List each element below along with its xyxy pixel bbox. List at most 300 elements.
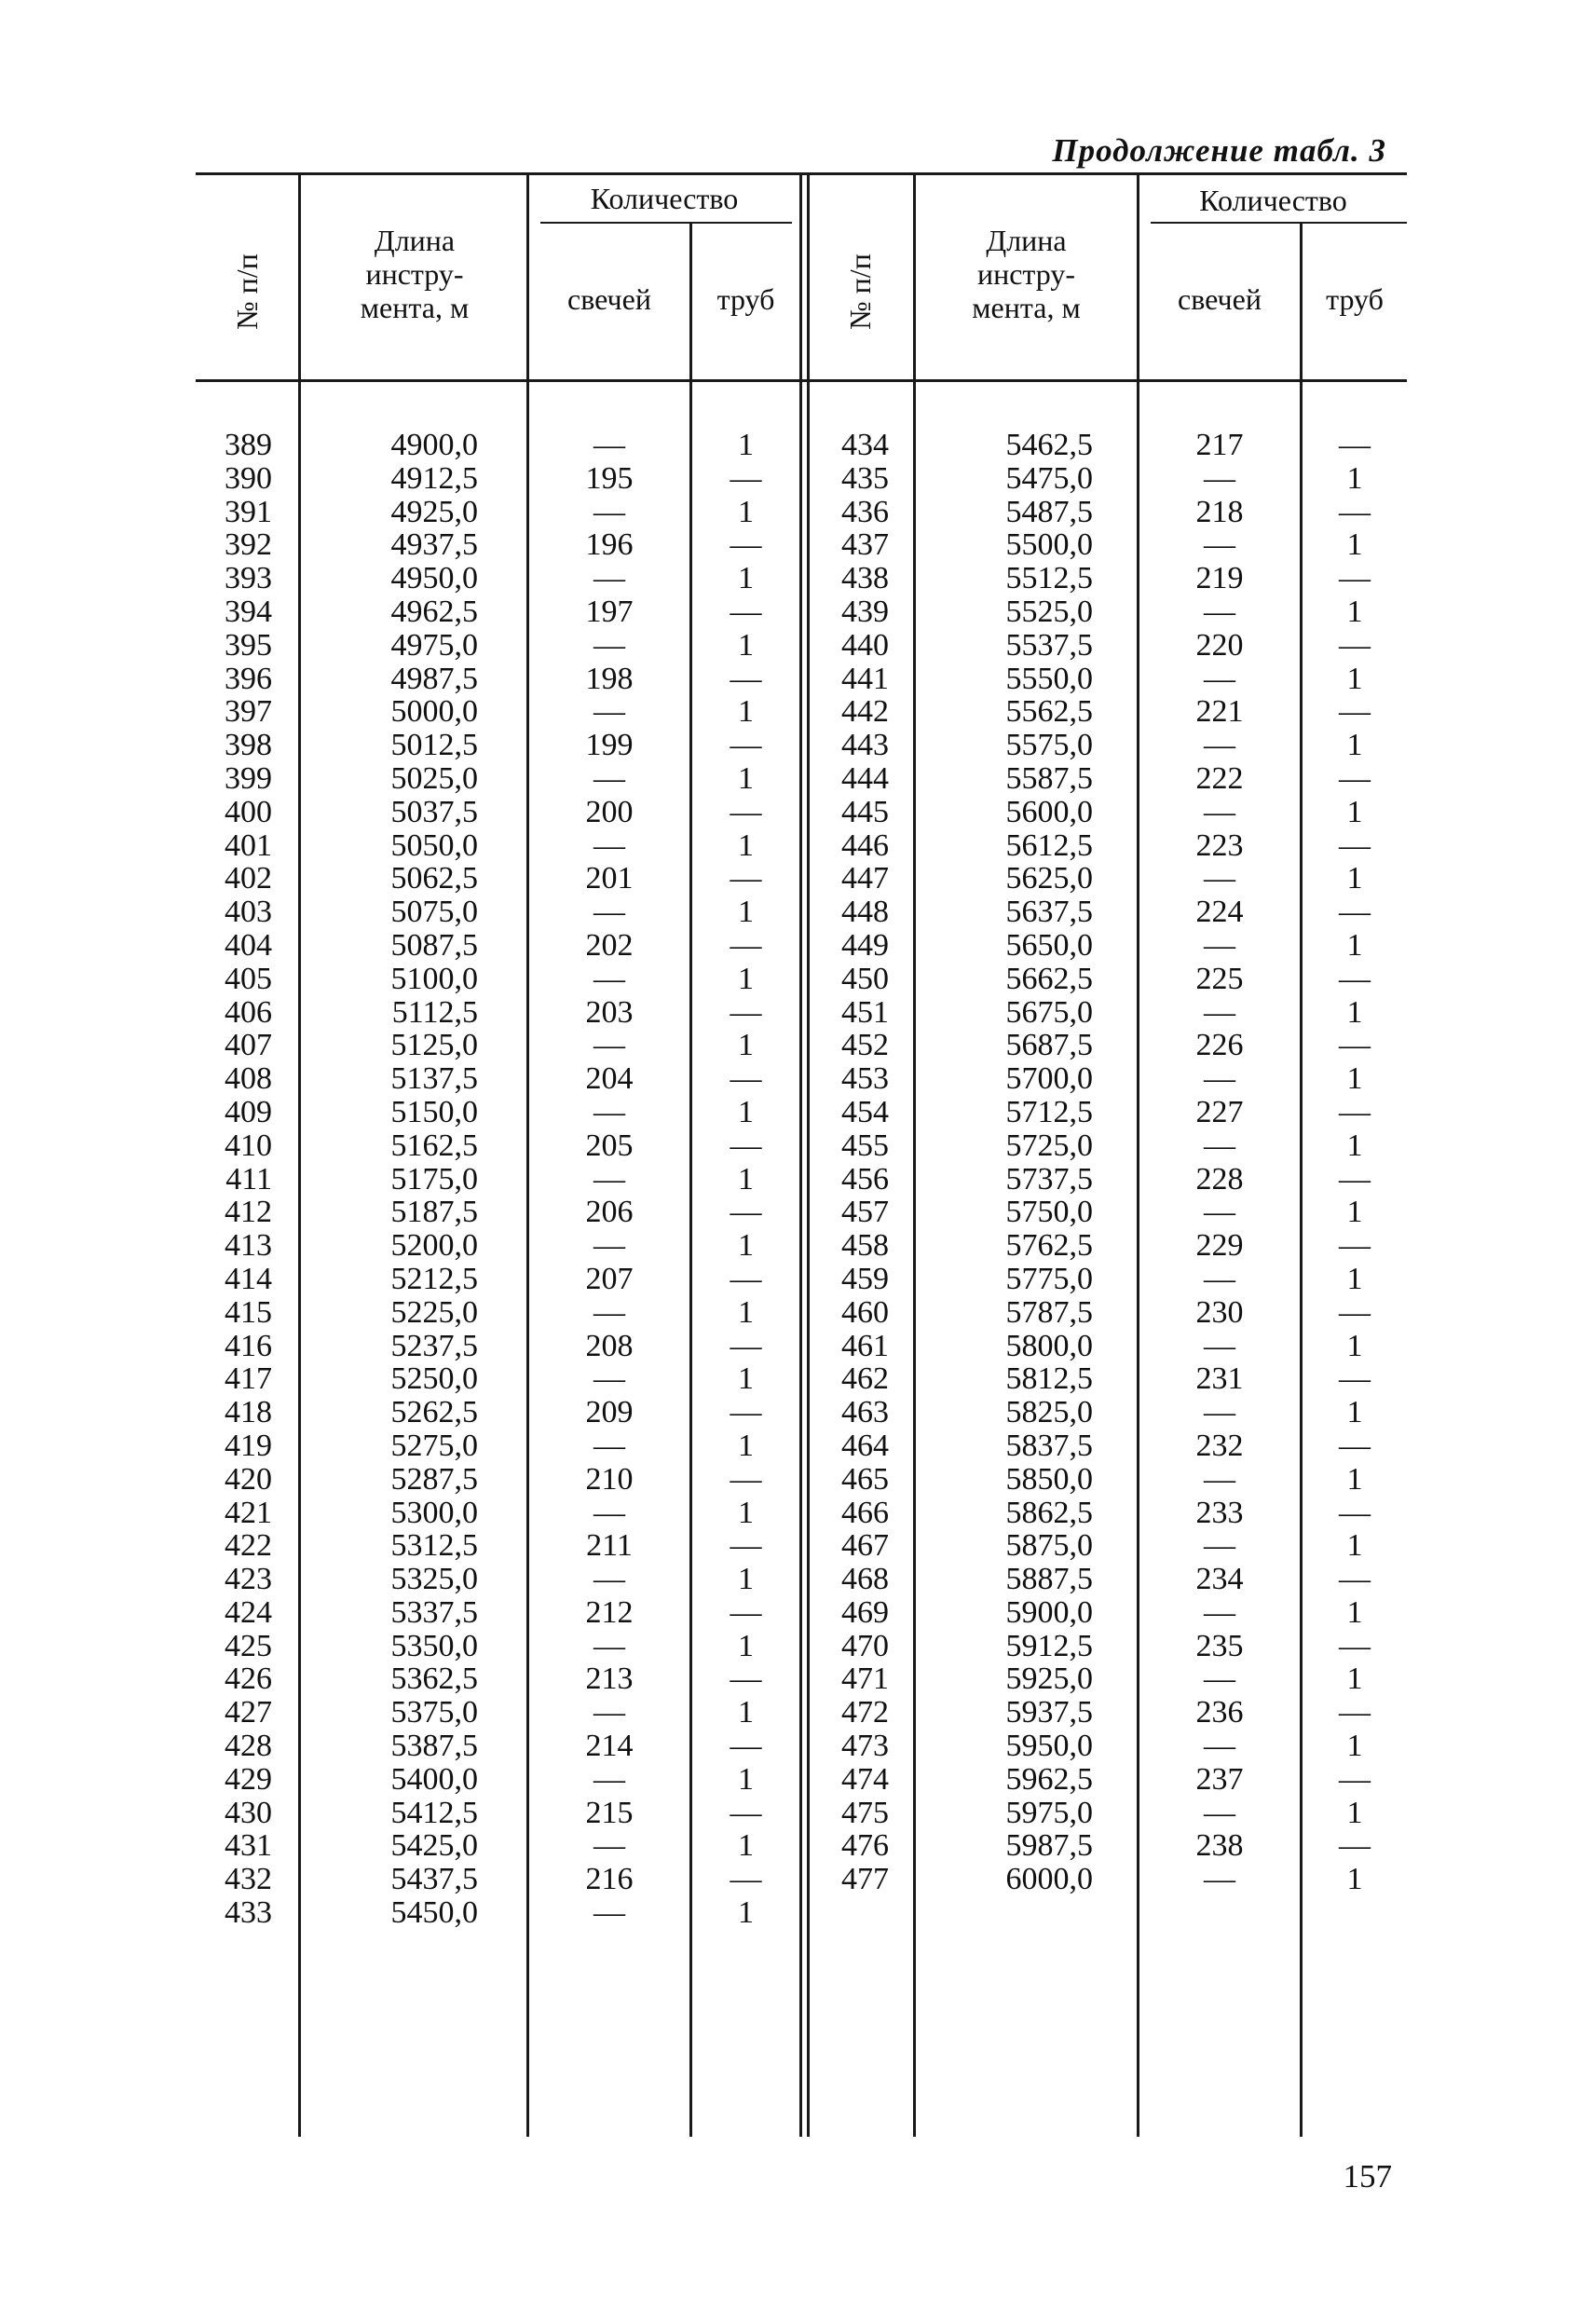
right-length-header xyxy=(916,224,1137,324)
right-num-column xyxy=(810,429,889,1896)
table-cell: 229 xyxy=(1195,1228,1244,1264)
table-cell: 5462,5 xyxy=(1005,428,1093,462)
table-cell: 5100,0 xyxy=(390,961,478,996)
table-cell: 1 xyxy=(738,961,754,996)
table-cell: — xyxy=(730,1729,762,1764)
table-cell: — xyxy=(1339,1761,1371,1797)
table-cell: 4900,0 xyxy=(390,428,478,462)
table-cell: 397 xyxy=(225,694,272,730)
table-cell: 454 xyxy=(841,1094,889,1129)
table-cell: 396 xyxy=(225,661,272,696)
table-cell: — xyxy=(593,760,625,796)
table-cell: — xyxy=(1204,1461,1235,1497)
table-cell: 5750,0 xyxy=(1005,1195,1093,1230)
table-cell: 5387,5 xyxy=(390,1729,478,1764)
table-cell: 209 xyxy=(585,1395,634,1430)
table-cell: 5662,5 xyxy=(1005,961,1093,996)
table-cell: 433 xyxy=(225,1895,272,1931)
table-cell: 210 xyxy=(585,1461,634,1497)
table-cell: 5300,0 xyxy=(390,1495,478,1530)
table-cell: 4950,0 xyxy=(390,561,478,596)
table-cell: 440 xyxy=(841,627,889,663)
table-cell: — xyxy=(730,1528,762,1564)
table-cell: 225 xyxy=(1195,961,1244,996)
table-cell: 470 xyxy=(841,1628,889,1663)
table-cell: 5775,0 xyxy=(1005,1261,1093,1296)
table-cell: — xyxy=(593,895,625,930)
table-cell: — xyxy=(1204,1862,1235,1897)
left-length-header xyxy=(303,224,526,324)
left-length-column xyxy=(303,429,478,1930)
table-cell: 5512,5 xyxy=(1005,561,1093,596)
table-cell: 5625,0 xyxy=(1005,861,1093,896)
table-cell: — xyxy=(1339,1428,1371,1463)
table-cell: 460 xyxy=(841,1294,889,1330)
table-cell: — xyxy=(593,1761,625,1797)
table-cell: 1 xyxy=(738,1695,754,1730)
table-cell: 441 xyxy=(841,661,889,696)
table-cell: 5925,0 xyxy=(1005,1661,1093,1697)
table-cell: 233 xyxy=(1195,1495,1244,1530)
table-cell: 5437,5 xyxy=(390,1862,478,1897)
table-cell: 1 xyxy=(1346,927,1363,963)
table-cell: — xyxy=(1339,1562,1371,1597)
table-cell: 438 xyxy=(841,561,889,596)
table-cell: 1 xyxy=(1346,1594,1363,1630)
left-stands-column xyxy=(529,429,689,1930)
table-cell: 221 xyxy=(1195,694,1244,730)
table-cell: 462 xyxy=(841,1361,889,1397)
table-cell: — xyxy=(593,1695,625,1730)
table-cell: 5325,0 xyxy=(390,1562,478,1597)
table-cell: — xyxy=(593,827,625,863)
table-cell: — xyxy=(1339,627,1371,663)
table-cell: 208 xyxy=(585,1328,634,1363)
table-cell: 468 xyxy=(841,1562,889,1597)
table-cell: 390 xyxy=(225,460,272,496)
length-header-line-1: Длина xyxy=(374,224,456,257)
table-cell: 5287,5 xyxy=(390,1461,478,1497)
table-cell: 391 xyxy=(225,494,272,529)
quantity-right-rule xyxy=(1151,222,1407,224)
table-cell: 203 xyxy=(585,994,634,1030)
table-cell: 453 xyxy=(841,1061,889,1097)
table-cell: 1 xyxy=(1346,1061,1363,1097)
length-header-line-3: мента, м xyxy=(972,291,1081,324)
table-cell: 429 xyxy=(225,1761,272,1797)
table-cell: 5275,0 xyxy=(390,1428,478,1463)
table-cell: 5850,0 xyxy=(1005,1461,1093,1497)
table-cell: — xyxy=(593,428,625,462)
table-cell: 5962,5 xyxy=(1005,1761,1093,1797)
table-cell: 424 xyxy=(225,1594,272,1630)
table-cell: 5637,5 xyxy=(1005,895,1093,930)
table-cell: — xyxy=(593,1828,625,1864)
table-cell: 401 xyxy=(225,827,272,863)
table-cell: — xyxy=(1204,1261,1235,1296)
table-cell: 5400,0 xyxy=(390,1761,478,1797)
table-cell: 226 xyxy=(1195,1028,1244,1063)
table-cell: 1 xyxy=(738,1294,754,1330)
table-cell: 5200,0 xyxy=(390,1228,478,1264)
table-cell: 403 xyxy=(225,895,272,930)
table-cell: 1 xyxy=(738,760,754,796)
table-cell: — xyxy=(1339,961,1371,996)
table-cell: — xyxy=(1339,561,1371,596)
table-cell: 5950,0 xyxy=(1005,1729,1093,1764)
table-cell: — xyxy=(1204,1328,1235,1363)
table-cell: — xyxy=(1339,1228,1371,1264)
table-cell: — xyxy=(1339,494,1371,529)
table-cell: 448 xyxy=(841,895,889,930)
table-cell: 4912,5 xyxy=(390,460,478,496)
table-cell: 1 xyxy=(1346,1862,1363,1897)
table-cell: 446 xyxy=(841,827,889,863)
table-cell: — xyxy=(593,1228,625,1264)
table-cell: 215 xyxy=(585,1795,634,1830)
table-cell: 228 xyxy=(1195,1161,1244,1197)
data-table xyxy=(196,172,1407,2137)
table-cell: 472 xyxy=(841,1695,889,1730)
table-cell: 214 xyxy=(585,1729,634,1764)
table-cell: 5675,0 xyxy=(1005,994,1093,1030)
table-cell: 5425,0 xyxy=(390,1828,478,1864)
table-cell: 199 xyxy=(585,728,634,763)
table-cell: 1 xyxy=(1346,1729,1363,1764)
table-cell: 5887,5 xyxy=(1005,1562,1093,1597)
table-cell: — xyxy=(593,1428,625,1463)
table-cell: 4962,5 xyxy=(390,594,478,629)
table-cell: 5237,5 xyxy=(390,1328,478,1363)
table-cell: 5612,5 xyxy=(1005,827,1093,863)
table-cell: 435 xyxy=(841,460,889,496)
table-cell: — xyxy=(730,460,762,496)
table-cell: — xyxy=(730,927,762,963)
table-cell: 5212,5 xyxy=(390,1261,478,1296)
table-cell: 474 xyxy=(841,1761,889,1797)
table-cell: — xyxy=(593,1094,625,1129)
table-cell: 227 xyxy=(1195,1094,1244,1129)
table-cell: — xyxy=(730,1594,762,1630)
table-cell: 5112,5 xyxy=(391,994,478,1030)
table-cell: 1 xyxy=(738,1761,754,1797)
table-cell: 1 xyxy=(1346,1195,1363,1230)
length-header-line-1: Длина xyxy=(986,224,1067,257)
table-cell: 207 xyxy=(585,1261,634,1296)
table-cell: — xyxy=(730,1395,762,1430)
length-header-line-3: мента, м xyxy=(360,291,470,324)
table-cell: 426 xyxy=(225,1661,272,1697)
table-cell: 432 xyxy=(225,1862,272,1897)
table-cell: — xyxy=(593,627,625,663)
table-cell: 1 xyxy=(738,1495,754,1530)
table-cell: — xyxy=(730,661,762,696)
table-cell: — xyxy=(730,1328,762,1363)
table-cell: 1 xyxy=(1346,1461,1363,1497)
table-cell: 417 xyxy=(225,1361,272,1397)
table-cell: 434 xyxy=(841,428,889,462)
right-stands-column xyxy=(1139,429,1300,1896)
table-cell: 5050,0 xyxy=(390,827,478,863)
left-num-column xyxy=(196,429,272,1930)
table-cell: 237 xyxy=(1195,1761,1244,1797)
table-cell: 471 xyxy=(841,1661,889,1697)
table-cell: 234 xyxy=(1195,1562,1244,1597)
table-cell: 5912,5 xyxy=(1005,1628,1093,1663)
table-cell: 5037,5 xyxy=(390,794,478,829)
table-cell: 213 xyxy=(585,1661,634,1697)
table-cell: 5712,5 xyxy=(1005,1094,1093,1129)
table-cell: 423 xyxy=(225,1562,272,1597)
table-cell: 1 xyxy=(738,694,754,730)
table-cell: 406 xyxy=(225,994,272,1030)
left-stands-header: свечей xyxy=(567,282,651,316)
table-cell: 5937,5 xyxy=(1005,1695,1093,1730)
table-cell: — xyxy=(1339,1695,1371,1730)
table-cell: 5562,5 xyxy=(1005,694,1093,730)
table-cell: 393 xyxy=(225,561,272,596)
table-cell: 447 xyxy=(841,861,889,896)
table-cell: 1 xyxy=(738,827,754,863)
table-cell: 428 xyxy=(225,1729,272,1764)
table-cell: — xyxy=(593,1294,625,1330)
table-cell: 394 xyxy=(225,594,272,629)
table-cell: 402 xyxy=(225,861,272,896)
table-cell: 5262,5 xyxy=(390,1395,478,1430)
table-cell: — xyxy=(1339,694,1371,730)
table-cell: 5650,0 xyxy=(1005,927,1093,963)
table-cell: 5412,5 xyxy=(390,1795,478,1830)
table-cell: 442 xyxy=(841,694,889,730)
table-cell: 5525,0 xyxy=(1005,594,1093,629)
right-num-header: № п/п xyxy=(843,253,877,330)
table-cell: 1 xyxy=(738,1562,754,1597)
table-cell: 5175,0 xyxy=(390,1161,478,1197)
table-cell: 205 xyxy=(585,1128,634,1163)
table-cell: 5550,0 xyxy=(1005,661,1093,696)
table-cell: 399 xyxy=(225,760,272,796)
table-cell: 1 xyxy=(738,1361,754,1397)
table-cell: 222 xyxy=(1195,760,1244,796)
table-cell: 419 xyxy=(225,1428,272,1463)
table-cell: — xyxy=(1204,661,1235,696)
table-cell: 5450,0 xyxy=(390,1895,478,1931)
table-cell: 5825,0 xyxy=(1005,1395,1093,1430)
table-cell: 5375,0 xyxy=(390,1695,478,1730)
table-cell: 389 xyxy=(225,428,272,462)
table-cell: — xyxy=(1204,861,1235,896)
table-cell: 411 xyxy=(225,1161,272,1197)
table-cell: 452 xyxy=(841,1028,889,1063)
table-cell: 5975,0 xyxy=(1005,1795,1093,1830)
quantity-left-rule xyxy=(540,222,792,224)
table-cell: 220 xyxy=(1195,627,1244,663)
table-cell: 5125,0 xyxy=(390,1028,478,1063)
table-cell: 458 xyxy=(841,1228,889,1264)
table-cell: 5737,5 xyxy=(1005,1161,1093,1197)
table-cell: 238 xyxy=(1195,1828,1244,1864)
table-cell: 1 xyxy=(1346,1328,1363,1363)
table-cell: 236 xyxy=(1195,1695,1244,1730)
table-cell: 5800,0 xyxy=(1005,1328,1093,1363)
table-cell: 5862,5 xyxy=(1005,1495,1093,1530)
table-cell: 456 xyxy=(841,1161,889,1197)
table-cell: — xyxy=(1204,927,1235,963)
table-cell: 5987,5 xyxy=(1005,1828,1093,1864)
table-cell: 5225,0 xyxy=(390,1294,478,1330)
table-cell: — xyxy=(593,561,625,596)
right-length-column xyxy=(916,429,1093,1896)
table-cell: — xyxy=(730,728,762,763)
table-cell: — xyxy=(1339,1028,1371,1063)
table-cell: 206 xyxy=(585,1195,634,1230)
table-cell: 404 xyxy=(225,927,272,963)
table-cell: 5250,0 xyxy=(390,1361,478,1397)
table-cell: — xyxy=(730,794,762,829)
table-cell: — xyxy=(593,1495,625,1530)
table-cell: 445 xyxy=(841,794,889,829)
table-cell: 477 xyxy=(841,1862,889,1897)
table-cell: 476 xyxy=(841,1828,889,1864)
table-cell: 5475,0 xyxy=(1005,460,1093,496)
table-cell: 5075,0 xyxy=(390,895,478,930)
table-cell: 1 xyxy=(738,1628,754,1663)
table-cell: 1 xyxy=(1346,1795,1363,1830)
table-cell: 1 xyxy=(1346,861,1363,896)
table-cell: — xyxy=(1204,460,1235,496)
table-cell: 420 xyxy=(225,1461,272,1497)
table-cell: — xyxy=(1204,1729,1235,1764)
table-cell: 1 xyxy=(738,1028,754,1063)
table-cell: 5362,5 xyxy=(390,1661,478,1697)
table-cell: 5725,0 xyxy=(1005,1128,1093,1163)
table-cell: 5575,0 xyxy=(1005,728,1093,763)
table-cell: 217 xyxy=(1195,428,1244,462)
table-cell: 1 xyxy=(738,561,754,596)
table-cell: 1 xyxy=(1346,460,1363,496)
table-cell: 1 xyxy=(1346,1261,1363,1296)
table-cell: 1 xyxy=(738,1161,754,1197)
table-cell: 5012,5 xyxy=(390,728,478,763)
right-pipes-header: труб xyxy=(1326,282,1384,316)
table-cell: 427 xyxy=(225,1695,272,1730)
table-cell: 1 xyxy=(738,494,754,529)
table-cell: — xyxy=(730,1195,762,1230)
table-cell: — xyxy=(1339,1828,1371,1864)
table-cell: — xyxy=(593,1562,625,1597)
table-cell: — xyxy=(593,694,625,730)
table-cell: 1 xyxy=(1346,1528,1363,1564)
table-cell: 4937,5 xyxy=(390,527,478,563)
table-cell: — xyxy=(1204,794,1235,829)
table-continuation-title: Продолжение табл. 3 xyxy=(1052,132,1386,169)
table-cell: 449 xyxy=(841,927,889,963)
table-cell: 412 xyxy=(225,1195,272,1230)
table-cell: 5025,0 xyxy=(390,760,478,796)
table-cell: 5162,5 xyxy=(390,1128,478,1163)
table-cell: — xyxy=(1204,1061,1235,1097)
table-cell: 5762,5 xyxy=(1005,1228,1093,1264)
table-cell: — xyxy=(730,594,762,629)
table-cell: 465 xyxy=(841,1461,889,1497)
table-cell: — xyxy=(730,861,762,896)
table-cell: 5337,5 xyxy=(390,1594,478,1630)
table-cell: — xyxy=(1204,1528,1235,1564)
table-cell: 231 xyxy=(1195,1361,1244,1397)
table-cell: — xyxy=(730,1661,762,1697)
table-cell: — xyxy=(593,1628,625,1663)
right-stands-header: свечей xyxy=(1178,282,1262,316)
table-cell: 5700,0 xyxy=(1005,1061,1093,1097)
table-cell: 5587,5 xyxy=(1005,760,1093,796)
table-cell: 463 xyxy=(841,1395,889,1430)
table-cell: — xyxy=(1204,1661,1235,1697)
table-cell: 5062,5 xyxy=(390,861,478,896)
table-cell: — xyxy=(1339,827,1371,863)
table-cell: 415 xyxy=(225,1294,272,1330)
table-cell: 466 xyxy=(841,1495,889,1530)
table-cell: 451 xyxy=(841,994,889,1030)
table-cell: 1 xyxy=(738,1428,754,1463)
table-cell: 5137,5 xyxy=(390,1061,478,1097)
table-cell: — xyxy=(593,1161,625,1197)
col-divider-1 xyxy=(298,172,301,2137)
table-cell: 5787,5 xyxy=(1005,1294,1093,1330)
table-cell: — xyxy=(1339,428,1371,462)
table-cell: 1 xyxy=(1346,794,1363,829)
table-cell: — xyxy=(1339,1628,1371,1663)
table-cell: 218 xyxy=(1195,494,1244,529)
table-cell: 235 xyxy=(1195,1628,1244,1663)
table-cell: 5600,0 xyxy=(1005,794,1093,829)
table-cell: 409 xyxy=(225,1094,272,1129)
table-cell: 1 xyxy=(1346,1661,1363,1697)
left-num-header: № п/п xyxy=(230,253,264,330)
table-cell: 1 xyxy=(1346,1395,1363,1430)
table-cell: 1 xyxy=(738,428,754,462)
table-cell: 5875,0 xyxy=(1005,1528,1093,1564)
table-cell: 1 xyxy=(1346,728,1363,763)
table-cell: 395 xyxy=(225,627,272,663)
table-cell: 392 xyxy=(225,527,272,563)
table-cell: 473 xyxy=(841,1729,889,1764)
page-number: 157 xyxy=(1343,2158,1392,2195)
table-cell: — xyxy=(593,494,625,529)
table-cell: 197 xyxy=(585,594,634,629)
right-quantity-header: Количество xyxy=(1199,184,1347,217)
table-cell: — xyxy=(1339,1161,1371,1197)
table-cell: 430 xyxy=(225,1795,272,1830)
table-cell: — xyxy=(593,1895,625,1931)
table-cell: — xyxy=(730,527,762,563)
table-cell: 444 xyxy=(841,760,889,796)
table-cell: 5312,5 xyxy=(390,1528,478,1564)
table-cell: 4925,0 xyxy=(390,494,478,529)
table-cell: 198 xyxy=(585,661,634,696)
table-cell: — xyxy=(1204,1395,1235,1430)
table-cell: 413 xyxy=(225,1228,272,1264)
table-cell: 461 xyxy=(841,1328,889,1363)
table-cell: — xyxy=(1204,1594,1235,1630)
table-cell: 219 xyxy=(1195,561,1244,596)
table-cell: 436 xyxy=(841,494,889,529)
table-cell: 1 xyxy=(738,895,754,930)
right-pipes-column xyxy=(1303,429,1407,1896)
table-cell: — xyxy=(730,1261,762,1296)
table-cell: 464 xyxy=(841,1428,889,1463)
table-cell: 223 xyxy=(1195,827,1244,863)
table-cell: 232 xyxy=(1195,1428,1244,1463)
